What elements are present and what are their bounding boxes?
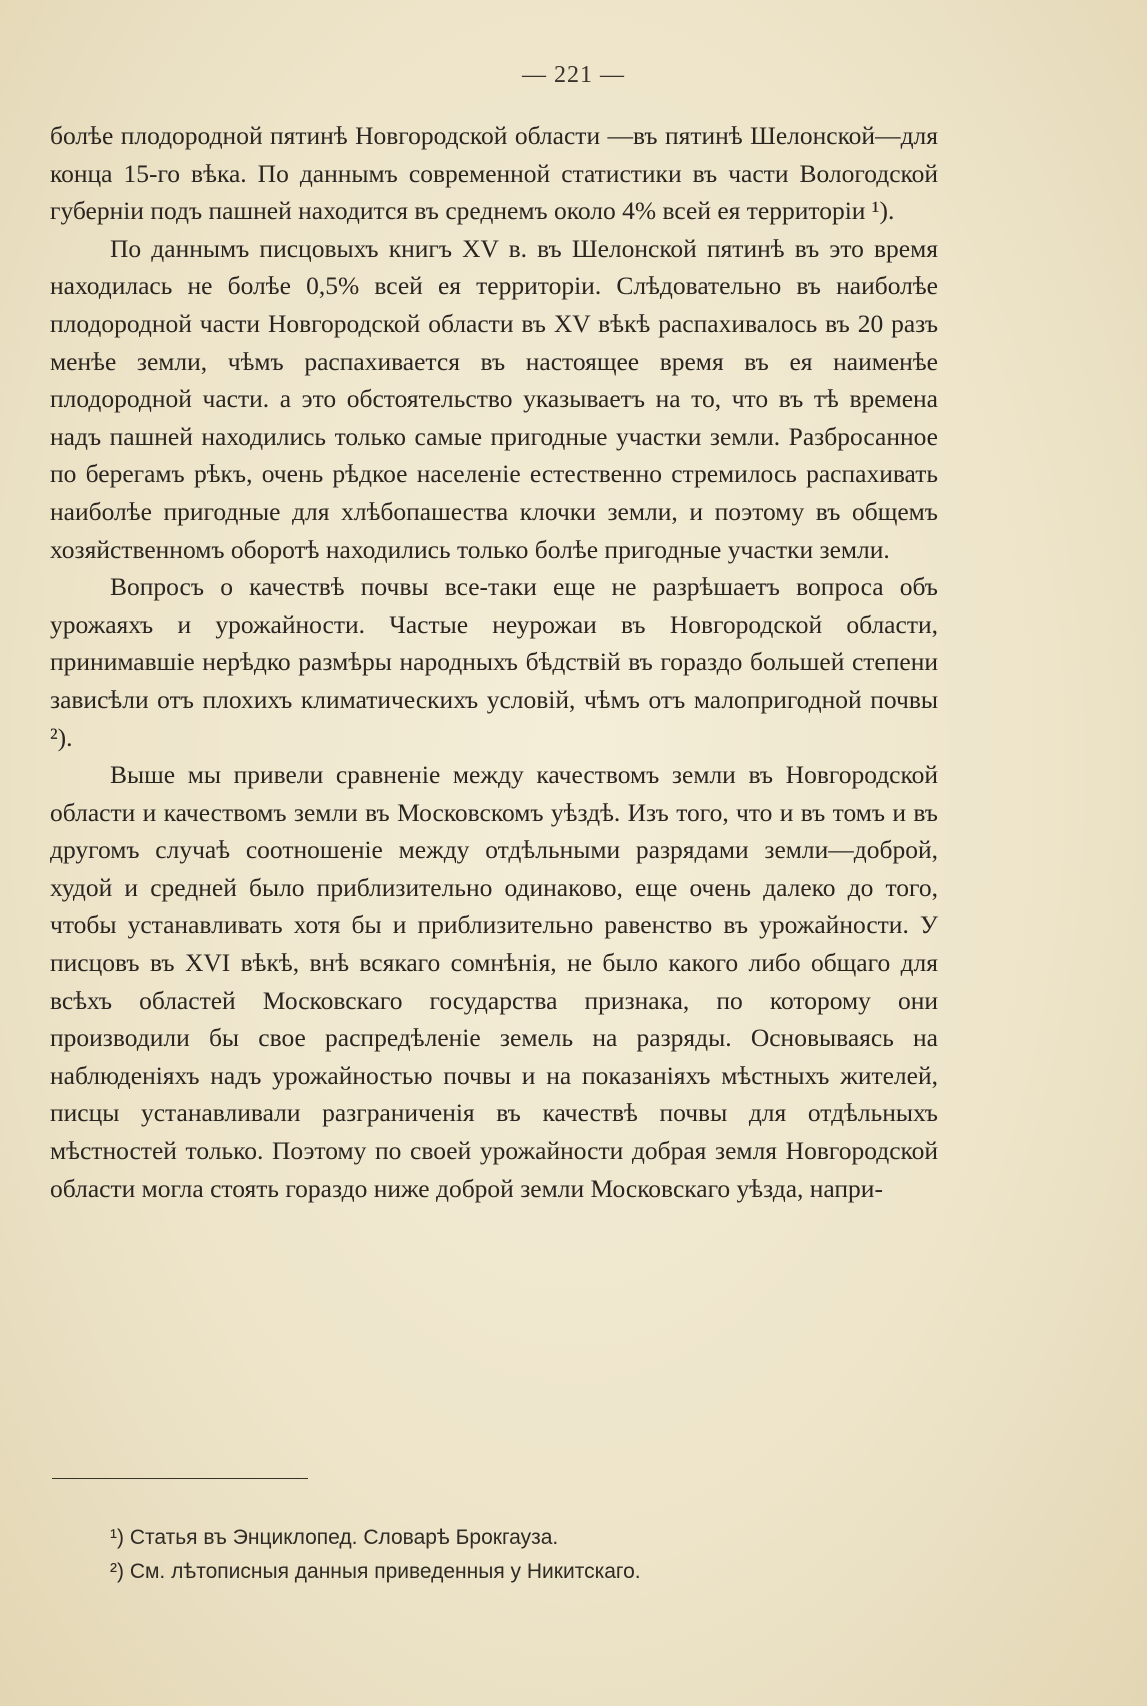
paragraph: Выше мы привели сравненіе между качествомъ земли въ Новгородской области и качествомъ земли въ Московскомъ уѣздѣ. Изъ того, что и въ томъ и въ другомъ случаѣ соотношеніе между отдѣльными разрядами земли—доброй, худой и средней было приблизительно одинаково, еще очень далеко до того, чтобы устанавливать хотя бы и приблизительно равенство въ урожайности. У писцовъ въ XVI вѣкѣ, внѣ всякаго сомнѣнія, не было какого либо общаго для всѣхъ областей Московскаго государства признака, по которому они производили бы свое распредѣленіе земель на разряды. Основываясь на наблюденіяхъ надъ урожайностью почвы и на показаніяхъ мѣстныхъ жителей, писцы устанавливали разграниченія въ качествѣ почвы для отдѣльныхъ мѣстностей только. Поэтому по своей урожайности добрая земля Новгородской области могла стоять гораздо ниже доброй земли Московскаго уѣзда, напри- xyxy=(50,760,938,1203)
page-number: — 221 — xyxy=(522,62,625,88)
paragraph: Вопросъ о качествѣ почвы все-таки еще не разрѣшаетъ вопроса объ урожаяхъ и урожайности. Частые неурожаи въ Новгородской области, принимавшіе нерѣдко размѣры народныхъ бѣдствій въ гораздо большей степени зависѣли отъ плохихъ климатическихъ условій, чѣмъ отъ малопригодной почвы ²). xyxy=(50,572,938,752)
footnotes xyxy=(110,1521,910,1589)
paragraph: По даннымъ писцовыхъ книгъ XV в. въ Шелонской пятинѣ въ это время находилась не болѣе 0,5% всей ея территоріи. Слѣдовательно въ наиболѣе плодородной части Новгородской области въ XV вѣкѣ распахивалось въ 20 разъ менѣе земли, чѣмъ распахивается въ настоящее время въ ея наименѣе плодородной части. а это обстоятельство указываетъ на то, что въ тѣ времена надъ пашней находились только самые пригодные участки земли. Разбросанное по берегамъ рѣкъ, очень рѣдкое населеніе естественно стремилось распахивать наиболѣе пригодные для хлѣбопашества клочки земли, и поэтому въ общемъ хозяйственномъ оборотѣ находились только болѣе пригодные участки земли. xyxy=(50,233,938,564)
paragraph: болѣе плодородной пятинѣ Новгородской области —въ пятинѣ Шелонской—для конца 15-го вѣка. По даннымъ современной статистики въ части Вологодской губерніи подъ пашней находится въ среднемъ около 4% всей ея территоріи ¹). xyxy=(50,121,938,226)
footnote-separator xyxy=(52,1478,308,1479)
main-text xyxy=(50,117,938,1207)
footnote: ¹) Статья въ Энциклопед. Словарѣ Брокгауза. xyxy=(110,1526,559,1549)
footnote: ²) См. лѣтописныя данныя приведенныя у Никитскаго. xyxy=(110,1560,641,1583)
